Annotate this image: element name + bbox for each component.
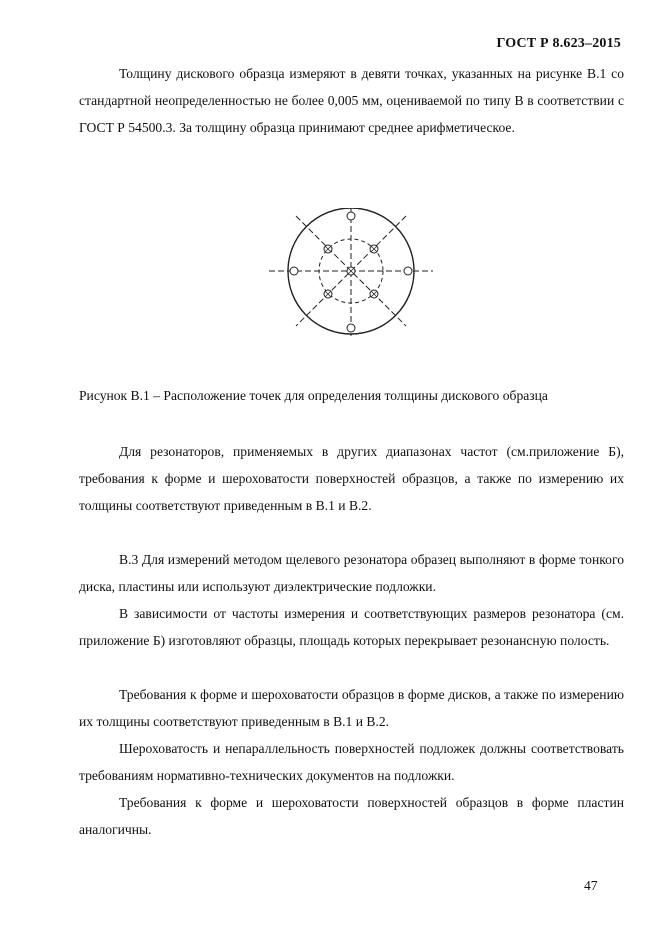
paragraph-disk-requirements: Требования к форме и шероховатости образцов в форме дисков, а также по измерению их толщины соответствуют приведенным в В.1 и В.2. [79, 687, 624, 729]
figure-caption: Рисунок В.1 – Расположение точек для определения толщины дискового образца [79, 388, 548, 403]
figure-measurement-points [266, 208, 436, 338]
measurement-point [290, 267, 298, 275]
paragraph-sample-size: В зависимости от частоты измерения и соответствующих размеров резонатора (см. приложение Б) изготовляют образцы, площадь которых перекрывает резонансную полость. [79, 606, 624, 648]
paragraph-slot-resonator: В.3 Для измерений методом щелевого резонатора образец выполняют в форме тонкого диска, пластины или используют диэлектрические подложки. [79, 552, 624, 594]
paragraph-plate-requirements: Требования к форме и шероховатости поверхностей образцов в форме пластин аналогичны. [79, 795, 624, 837]
paragraph-other-resonators: Для резонаторов, применяемых в других диапазонах частот (см.приложение Б), требования к форме и шероховатости поверхностей образцов, а также по измерению их толщины соответствуют приведенным в В.1 и В.2. [79, 444, 624, 513]
measurement-point [404, 267, 412, 275]
paragraph-thickness-measurement: Толщину дискового образца измеряют в девяти точках, указанных на рисунке В.1 со стандартной неопределенностью не более 0,005 мм, оцениваемой по типу В в соответствии с ГОСТ Р 54500.3. За толщину образца принимают среднее арифметическое. [79, 66, 624, 135]
measurement-point [347, 212, 355, 220]
document-header: ГОСТ Р 8.623–2015 [496, 36, 621, 51]
disk-diagram [266, 208, 436, 338]
page-number: 47 [584, 878, 598, 893]
measurement-point [347, 324, 355, 332]
paragraph-substrate-roughness: Шероховатость и непараллельность поверхностей подложек должны соответствовать требованиям нормативно-технических документов на подложки. [79, 741, 624, 783]
